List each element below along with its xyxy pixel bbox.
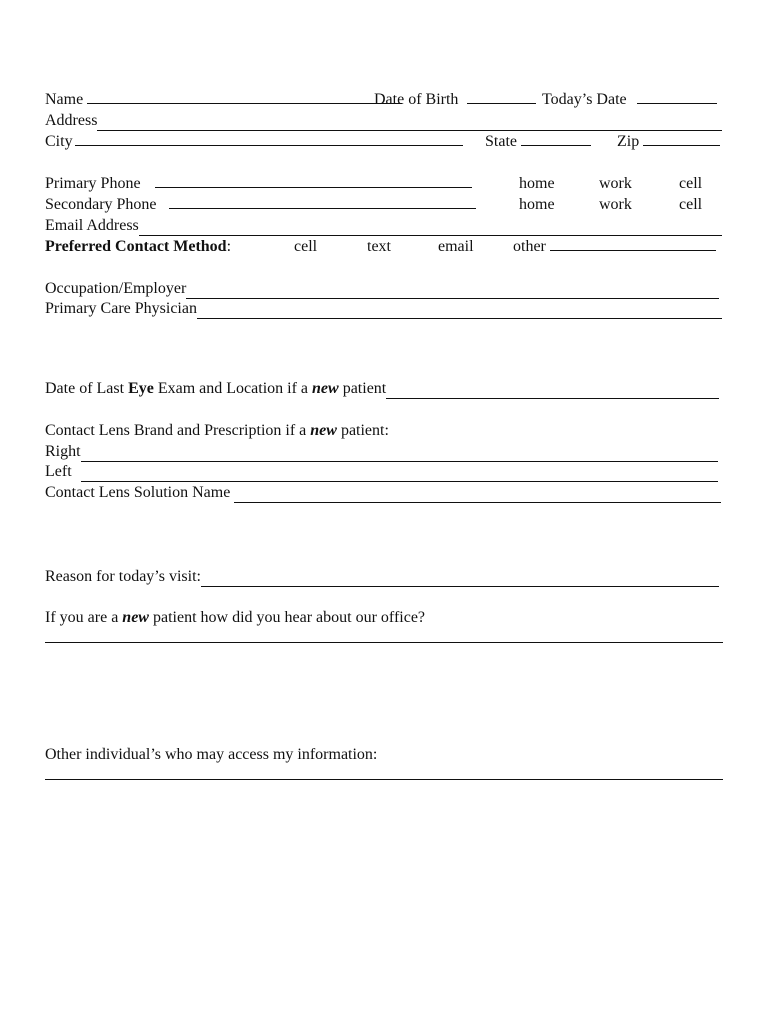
- access-label: Other individual’s who may access my information:: [45, 746, 378, 763]
- state-field[interactable]: [521, 131, 591, 146]
- lens-right-field[interactable]: [81, 447, 718, 462]
- zip-field[interactable]: [643, 131, 720, 146]
- preferred-contact-row: [45, 236, 723, 257]
- state-label: State: [485, 133, 517, 150]
- secondary-phone-work-option[interactable]: work: [599, 196, 632, 213]
- eye-exam-label: Date of Last Eye Exam and Location if a new patient: [45, 380, 387, 397]
- lens-left-label: Left: [45, 463, 76, 480]
- occupation-row: [45, 278, 723, 299]
- name-dob-row: [45, 89, 723, 110]
- primary-phone-work-option[interactable]: work: [599, 175, 632, 192]
- contact-method-text[interactable]: text: [367, 238, 391, 255]
- preferred-contact-label: Preferred Contact Method: [45, 238, 227, 255]
- physician-field[interactable]: [197, 304, 722, 319]
- lens-solution-field[interactable]: [234, 488, 721, 503]
- access-question: [45, 744, 723, 765]
- city-field[interactable]: [75, 131, 463, 146]
- secondary-phone-row: [45, 194, 723, 215]
- reason-field[interactable]: [201, 572, 719, 587]
- city-label: City: [45, 133, 73, 150]
- secondary-phone-home-option[interactable]: home: [519, 196, 555, 213]
- zip-label: Zip: [617, 133, 640, 150]
- contact-method-other-field[interactable]: [550, 236, 716, 251]
- reason-label: Reason for today’s visit:: [45, 568, 201, 585]
- eye-exam-field[interactable]: [386, 384, 719, 399]
- referral-question: If you are a new patient how did you hear about our office?: [45, 609, 426, 626]
- primary-phone-home-option[interactable]: home: [519, 175, 555, 192]
- email-field[interactable]: [139, 221, 722, 236]
- primary-phone-label: Primary Phone: [45, 175, 145, 192]
- reason-row: [45, 566, 723, 587]
- physician-row: [45, 298, 723, 319]
- access-answer-field[interactable]: [45, 765, 723, 780]
- occupation-label: Occupation/Employer: [45, 280, 187, 297]
- dob-field[interactable]: [467, 89, 536, 104]
- lens-solution-label: Contact Lens Solution Name: [45, 484, 235, 501]
- primary-phone-field[interactable]: [155, 173, 472, 188]
- name-label: Name: [45, 91, 84, 108]
- city-state-zip-row: [45, 131, 723, 152]
- today-date-field[interactable]: [637, 89, 717, 104]
- secondary-phone-field[interactable]: [169, 194, 476, 209]
- dob-label: Date of Birth: [374, 91, 459, 108]
- lens-right-label: Right: [45, 443, 81, 460]
- address-label: Address: [45, 112, 98, 129]
- lens-right-row: [45, 441, 723, 462]
- lens-solution-row: [45, 482, 723, 503]
- secondary-phone-cell-option[interactable]: cell: [679, 196, 703, 213]
- secondary-phone-label: Secondary Phone: [45, 196, 157, 213]
- primary-phone-row: [45, 173, 723, 194]
- lens-left-row: [45, 461, 723, 482]
- address-field[interactable]: [97, 116, 722, 131]
- email-label: Email Address: [45, 217, 139, 234]
- contact-method-other[interactable]: other: [513, 238, 546, 255]
- referral-answer-field[interactable]: [45, 628, 723, 643]
- contact-lens-heading: Contact Lens Brand and Prescription if a new patient:: [45, 422, 389, 439]
- primary-phone-cell-option[interactable]: cell: [679, 175, 703, 192]
- physician-label: Primary Care Physician: [45, 300, 197, 317]
- eye-exam-row: [45, 378, 723, 399]
- lens-left-field[interactable]: [81, 467, 718, 482]
- occupation-field[interactable]: [186, 284, 719, 299]
- contact-method-email[interactable]: email: [438, 238, 474, 255]
- email-row: [45, 215, 723, 236]
- today-date-label: Today’s Date: [542, 91, 627, 108]
- preferred-contact-colon: :: [226, 238, 232, 255]
- address-row: [45, 110, 723, 131]
- name-field[interactable]: [87, 89, 402, 104]
- contact-method-cell[interactable]: cell: [294, 238, 318, 255]
